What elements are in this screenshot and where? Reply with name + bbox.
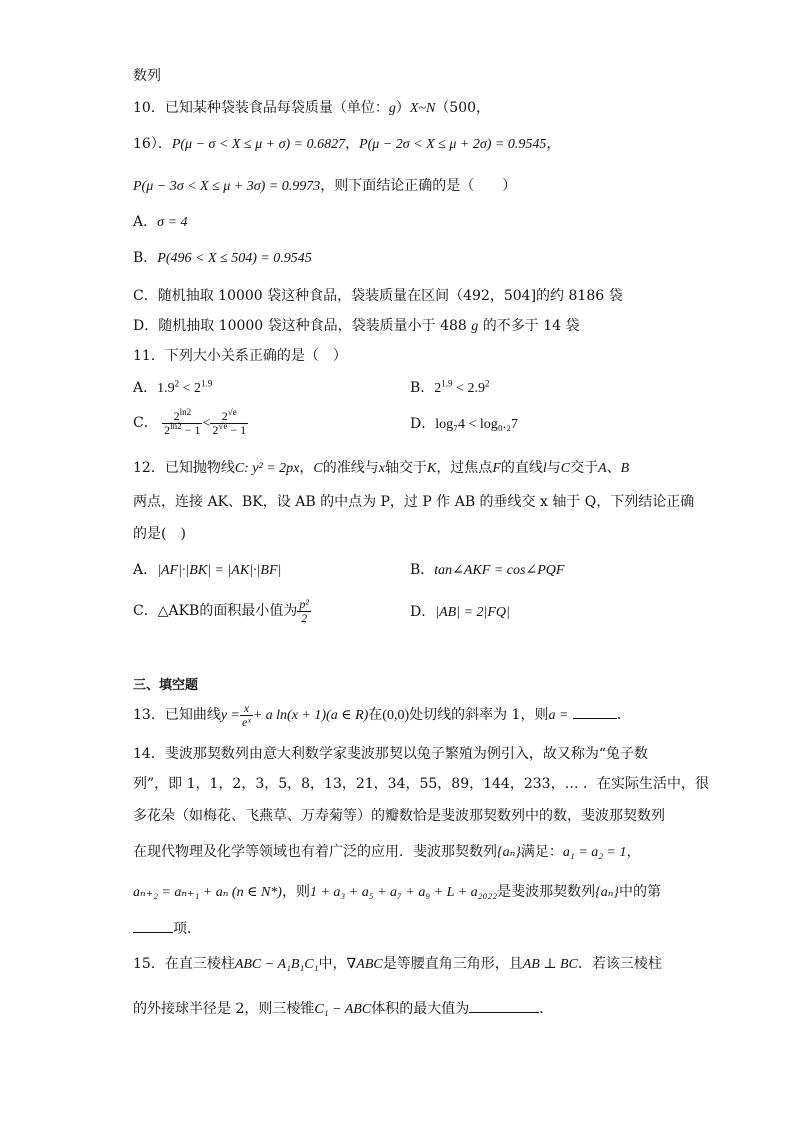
q14-line5: aₙ₊₂ = aₙ₊₁ + aₙ (n ∈ N*)，则1 + a₃ + a₅ + a₇ + a₉ + L + a₂₀₂₂是斐波那契数列{aₙ}中的第 <box>133 884 661 900</box>
fraction: $\frac{x}{\text{eˣ}}$ <box>242 700 251 729</box>
q11-stem: 11．下列大小关系正确的是（ ） <box>133 348 347 364</box>
q14-line2: 列”，即 1，1，2，3，5，8，13，21，34，55，89，144，233，… ．在实际生活中，很 <box>133 776 710 792</box>
fraction: $\frac{2^{√e}}{2^{√e} - 1}$ <box>212 406 247 437</box>
answer-blank[interactable] <box>573 704 617 719</box>
q15-line2: 的外接球半径是 2，则三棱锥C₁ − ABC体积的最大值为 ． <box>133 998 553 1020</box>
q12-stem-line3: 的是( ) <box>133 526 186 542</box>
q10-option-d: D．随机抽取 10000 袋这种食品，袋装质量小于 488 g 的不多于 14 袋 <box>133 318 580 334</box>
q13-stem: 13．已知曲线y = $\frac{x}{\text{eˣ}}$ + a ln(x + 1)(a ∈ R)在(0,0)处切线的斜率为 1，则a = ． <box>133 700 631 729</box>
fraction: $\frac{2^{ln2}}{2^{ln2} - 1}$ <box>164 406 201 437</box>
q10-stem-line2: 16）．P(μ − σ < X ≤ μ + σ) = 0.6827，P(μ − 2σ < X ≤ μ + 2σ) = 0.9545， <box>133 136 561 152</box>
q10-stem-line3: P(μ − 3σ < X ≤ μ + 3σ) = 0.9973，则下面结论正确的是（ ） <box>133 178 517 194</box>
q15-line1: 15．在直三棱柱ABC − A₁B₁C₁中，∇ABC是等腰直角三角形，且AB ⊥ BC．若该三棱柱 <box>133 956 662 972</box>
q10-stem-line1: 10．已知某种袋装食品每袋质量（单位：g）X~N（500， <box>133 100 491 116</box>
q12-stem-line1: 12．已知抛物线C: y² = 2px，C的准线与x轴交于K，过焦点F的直线l与C交于A、B <box>133 460 630 476</box>
q14-line4: 在现代物理及化学等领域也有着广泛的应用．斐波那契数列{aₙ}满足：a₁ = a₂ = 1， <box>133 844 641 860</box>
q11-option-a: A．$1.9^2 < 2^{1.9}$ <box>133 378 213 396</box>
q11-option-c: C． $\frac{2^{ln2}}{2^{ln2} - 1}$ < $\frac{2^{√e}}{2^{√e} - 1}$ <box>133 406 247 437</box>
section-label: 数列 <box>133 68 161 84</box>
fraction: $\frac{\text{p²}}{2}$ <box>299 596 309 625</box>
q12-stem-line2: 两点，连接 AK、BK，设 AB 的中点为 P，过 P 作 AB 的垂线交 x 轴于 Q，下列结论正确 <box>133 494 695 510</box>
q14-line1: 14．斐波那契数列由意大利数学家斐波那契以兔子繁殖为例引入，故又称为“兔子数 <box>133 746 648 762</box>
q14-line6: 项． <box>133 918 201 939</box>
answer-blank[interactable] <box>469 998 539 1013</box>
q14-line3: 多花朵（如梅花、飞燕草、万寿菊等）的瓣数恰是斐波那契数列中的数，斐波那契数列 <box>133 808 665 824</box>
answer-blank[interactable] <box>133 918 173 933</box>
q12-option-d: D．|AB| = 2|FQ| <box>410 604 510 620</box>
section-heading: 三、填空题 <box>133 678 199 693</box>
q10-option-a: A．σ = 4 <box>133 214 188 230</box>
q11-option-d: D．log₇4 < log₀.₂7 <box>410 416 519 432</box>
q12-option-b: B．tan∠AKF = cos∠PQF <box>410 562 565 578</box>
q12-option-c: C．△AKB的面积最小值为 $\frac{\text{p²}}{2}$ <box>133 596 309 625</box>
q12-option-a: A．|AF|·|BK| = |AK|·|BF| <box>133 562 282 578</box>
q10-option-b: B．P(496 < X ≤ 504) = 0.9545 <box>133 250 312 266</box>
q10-option-c: C．随机抽取 10000 袋这种食品，袋装质量在区间（492，504]的约 8186 袋 <box>133 288 623 304</box>
q11-option-b: B．$2^{1.9} < 2.9^2$ <box>410 378 490 396</box>
